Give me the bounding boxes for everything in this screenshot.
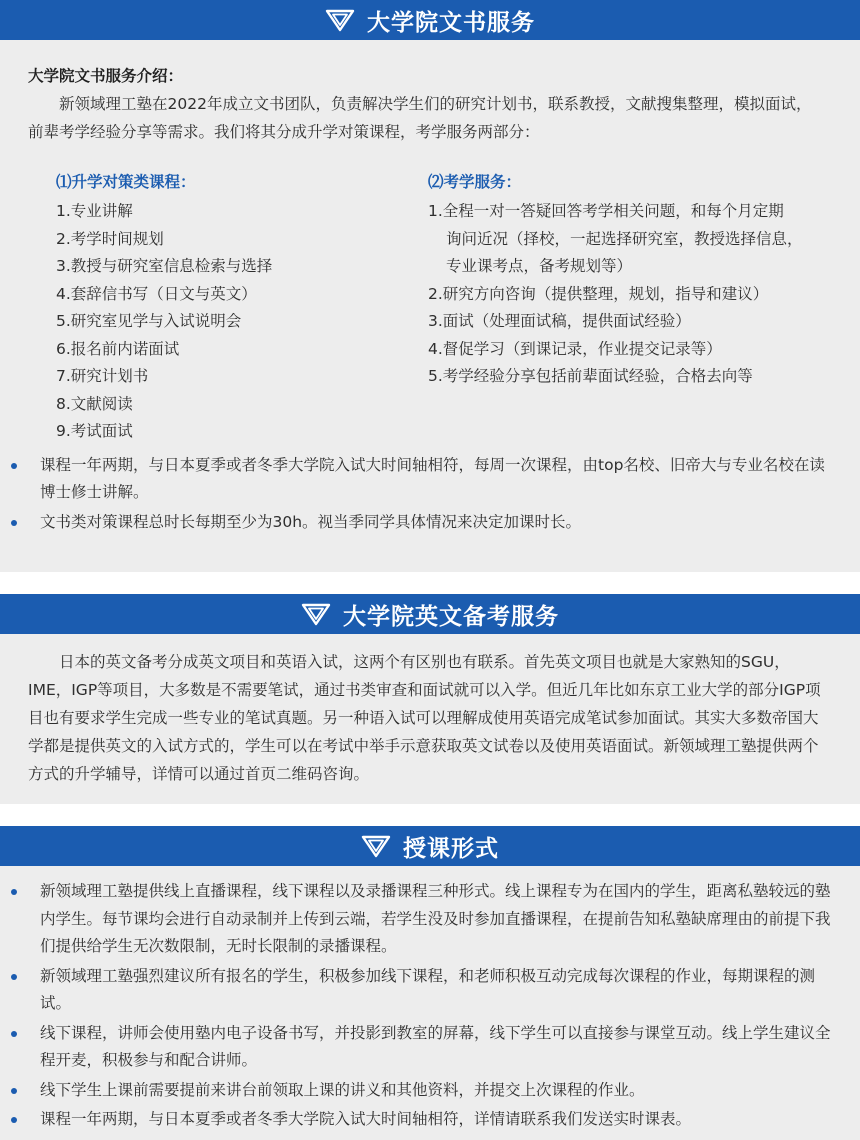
bullet-item xyxy=(0,1106,860,1134)
section-english-service xyxy=(0,594,860,804)
section-banner xyxy=(0,826,860,866)
bullet-dot-icon xyxy=(11,520,17,526)
exam-service-item-continuation: 询问近况（择校，一起选择研究室，教授选择信息， xyxy=(446,229,803,248)
bullet-item xyxy=(0,509,860,537)
bullet-dot-icon xyxy=(11,463,17,469)
exam-service-item-text: 1.全程一对一答疑回答考学相关问题，和每个月定期 xyxy=(428,202,784,220)
intro-heading: 大学院文书服务介绍： xyxy=(28,67,184,85)
exam-service-list xyxy=(428,198,860,391)
exam-service-title: ⑵考学服务： xyxy=(428,173,522,191)
section-title: 授课形式 xyxy=(403,835,499,862)
prep-course-item: 9.考试面试 xyxy=(56,422,133,440)
prep-course-item: 2.考学时间规划 xyxy=(56,229,164,248)
section-title: 大学院文书服务 xyxy=(367,9,535,36)
bullet-text: 课程一年两期，与日本夏季或者冬季大学院入试大时间轴相符，详情请联系我们发送实时课表。 xyxy=(40,1110,692,1128)
bullet-item xyxy=(0,963,860,1018)
prep-course-item: 6.报名前内诺面试 xyxy=(56,339,180,358)
section-banner xyxy=(0,0,860,40)
service-columns xyxy=(0,168,860,446)
prep-course-title: ⑴升学对策类课程： xyxy=(56,173,196,191)
exam-service-item xyxy=(428,336,860,364)
bullet-dot-icon xyxy=(11,1031,17,1037)
exam-service-item xyxy=(428,308,860,336)
bullet-dot-icon xyxy=(11,889,17,895)
bullet-item xyxy=(0,878,860,961)
prep-course-item: 3.教授与研究室信息检索与选择 xyxy=(56,257,273,275)
prep-course-item: 5.研究室见学与入试说明会 xyxy=(56,312,242,330)
english-paragraph: 日本的英文备考分成英文项目和英语入试，这两个有区别也有联系。首先英文项目也就是大家熟知的SGU，IME，IGP等项目，大多数是不需要笔试，通过书类审查和面试就可以入学。但近几年比如东京工业大学的部分IGP项目也有要求学生完成一些专业的笔试真题。另一种语入试可以理解成使用英语完成笔试参加面试。其实大多数帝国大学都是提供英文的入试方式的，学生可以在考试中举手示意获取英文试卷以及使用英语面试。新领域理工塾提供两个方式的升学辅导，详情可以通过首页二维码咨询。 xyxy=(28,653,821,783)
prep-course-column xyxy=(0,168,372,446)
bullet-text: 新领域理工塾强烈建议所有报名的学生，积极参加线下课程，和老师积极互动完成每次课程的作业，每期课程的测试。 xyxy=(40,966,816,1012)
bullet-text: 课程一年两期，与日本夏季或者冬季大学院入试大时间轴相符，每周一次课程，由top名校、旧帝大与专业名校在读博士修士讲解。 xyxy=(40,455,825,501)
bullet-dot-icon xyxy=(11,1088,17,1094)
bullet-dot-icon xyxy=(11,974,17,980)
bullet-dot-icon xyxy=(11,1117,17,1123)
v-chevron-logo-icon xyxy=(361,834,391,858)
course-notes-list xyxy=(0,452,860,537)
section-banner xyxy=(0,594,860,634)
section-title: 大学院英文备考服务 xyxy=(343,603,559,630)
exam-service-item-text: 4.督促学习（到课记录，作业提交记录等） xyxy=(428,339,722,358)
prep-course-item: 4.套辞信书写（日文与英文） xyxy=(56,284,257,303)
bullet-text: 文书类对策课程总时长每期至少为30h。视当季同学具体情况来决定加课时长。 xyxy=(40,512,582,531)
prep-course-item: 1.专业讲解 xyxy=(56,202,133,220)
intro-paragraph: 新领域理工塾在2022年成立文书团队，负责解决学生们的研究计划书，联系教授，文献搜集整理，模拟面试，前辈考学经验分享等需求。我们将其分成升学对策课程，考学服务两部分： xyxy=(28,95,812,141)
exam-service-item-continuation: 专业课考点，备考规划等） xyxy=(446,257,633,275)
prep-course-item: 7.研究计划书 xyxy=(56,367,149,385)
exam-service-item-text: 5.考学经验分享包括前辈面试经验，合格去向等 xyxy=(428,367,753,385)
bullet-text: 线下课程，讲师会使用塾内电子设备书写，并投影到教室的屏幕，线下学生可以直接参与课堂互动。线上学生建议全程开麦，积极参与和配合讲师。 xyxy=(40,1023,831,1069)
v-chevron-logo-icon xyxy=(325,8,355,32)
bullet-item xyxy=(0,1077,860,1105)
bullet-item xyxy=(0,1020,860,1075)
bullet-text: 线下学生上课前需要提前来讲台前领取上课的讲义和其他资料，并提交上次课程的作业。 xyxy=(40,1080,645,1099)
exam-service-item-text: 2.研究方向咨询（提供整理，规划，指导和建议） xyxy=(428,284,769,303)
exam-service-item xyxy=(428,198,860,281)
teaching-format-list xyxy=(0,878,860,1134)
v-chevron-logo-icon xyxy=(301,602,331,626)
bullet-text: 新领域理工塾提供线上直播课程，线下课程以及录播课程三种形式。线上课程专为在国内的学生，距离私塾较远的塾内学生。每节课均会进行自动录制并上传到云端，若学生没及时参加直播课程，在提前告知私塾缺席理由的前提下我们提供给学生无次数限制，无时长限制的录播课程。 xyxy=(40,882,831,955)
section-teaching-format xyxy=(0,826,860,1140)
bullet-item xyxy=(0,452,860,507)
prep-course-list xyxy=(56,198,372,446)
exam-service-item xyxy=(428,281,860,309)
prep-course-item: 8.文献阅读 xyxy=(56,394,133,413)
exam-service-item xyxy=(428,363,860,391)
exam-service-column xyxy=(372,168,860,446)
exam-service-item-text: 3.面试（处理面试稿，提供面试经验） xyxy=(428,312,691,330)
